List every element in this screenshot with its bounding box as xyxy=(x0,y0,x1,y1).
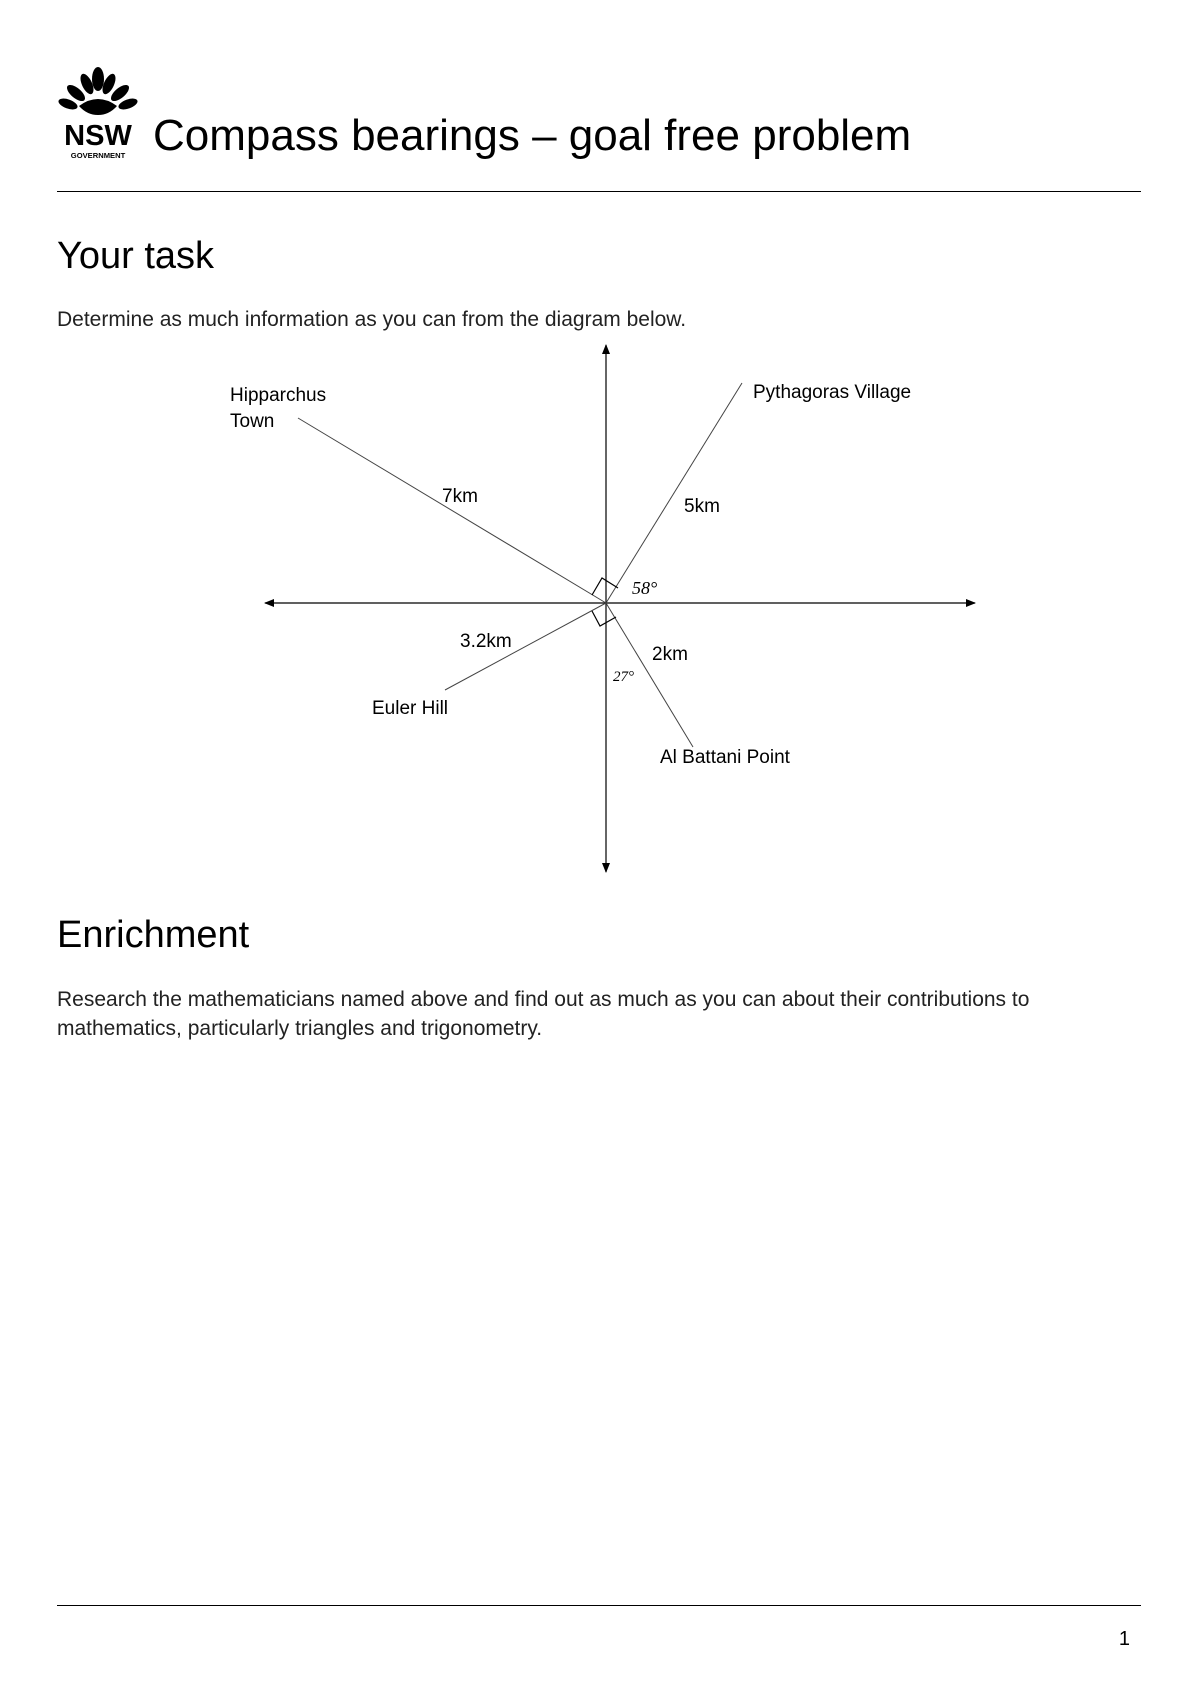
pythagoras-village-label: Pythagoras Village xyxy=(753,382,912,403)
compass-bearing-diagram xyxy=(230,340,980,880)
document-header xyxy=(57,66,1141,166)
distance-al-battani-label: 2km xyxy=(652,644,688,665)
enrichment-heading: Enrichment xyxy=(57,914,250,956)
distance-pythagoras-label: 5km xyxy=(684,496,720,517)
page-title: Compass bearings – goal free problem xyxy=(153,111,912,160)
header-divider xyxy=(57,191,1141,192)
angle-al-battani-label: 27° xyxy=(613,669,634,685)
nsw-government-logo xyxy=(57,66,139,162)
angle-pythagoras-label: 58° xyxy=(632,578,658,598)
task-instruction: Determine as much information as you can from the diagram below. xyxy=(57,308,687,331)
task-heading: Your task xyxy=(57,235,215,277)
nsw-logo-text: NSW xyxy=(64,120,132,152)
euler-hill-label: Euler Hill xyxy=(372,698,449,719)
hipparchus-label-line2: Town xyxy=(230,411,275,432)
government-logo-text: GOVERNMENT xyxy=(70,151,126,160)
page-number: 1 xyxy=(1118,1628,1130,1650)
hipparchus-town-label xyxy=(230,385,331,432)
hipparchus-label-line1: Hipparchus xyxy=(230,385,327,406)
enrichment-text: Research the mathematicians named above and find out as much as you can about their contributions to mathematics, particularly triangles and trigonometry. xyxy=(57,988,1030,1040)
waratah-icon xyxy=(57,67,139,115)
line-to-pythagoras-village xyxy=(606,383,742,603)
distance-hipparchus-label: 7km xyxy=(442,486,478,507)
right-angle-marker-upper xyxy=(592,578,618,595)
distance-euler-label: 3.2km xyxy=(460,631,512,652)
line-to-hipparchus-town xyxy=(298,418,606,603)
footer-divider xyxy=(57,1605,1141,1606)
al-battani-point-label: Al Battani Point xyxy=(660,747,790,768)
